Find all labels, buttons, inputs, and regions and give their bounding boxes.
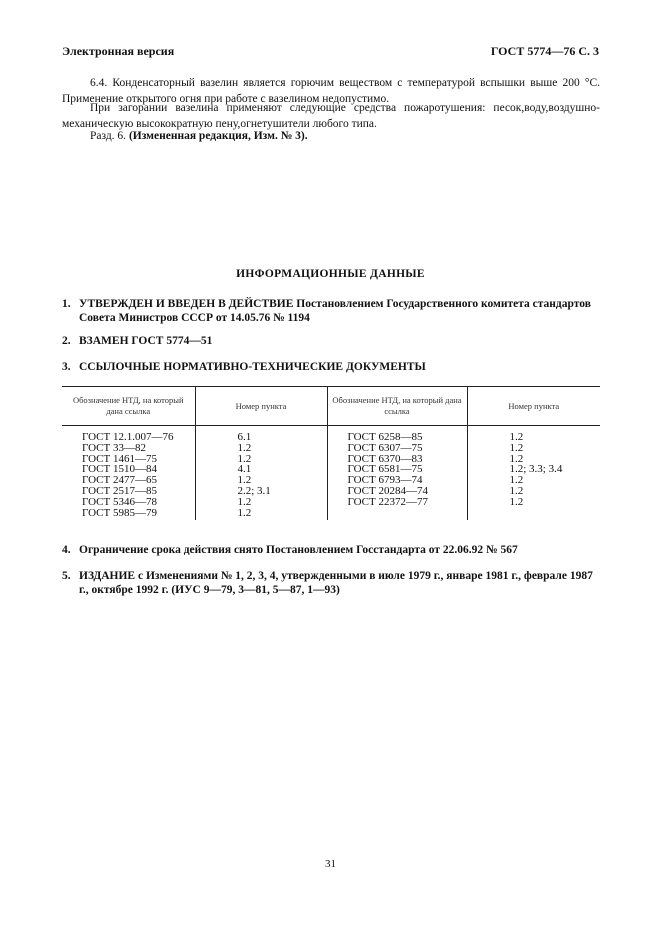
- item-number: 3.: [62, 361, 71, 373]
- paragraph-6-4: 6.4. Конденсаторный вазелин является горючим веществом с температурой вспышки выше 200 °С. Применение открытого огня при работе с вазелином недопустимо.: [62, 77, 600, 105]
- info-item-3: [62, 360, 602, 374]
- point-ref: 1.2: [237, 495, 252, 508]
- point-ref: 6.1: [237, 431, 252, 443]
- point-ref: 1.2: [509, 484, 524, 497]
- left-docs-column: [62, 426, 195, 521]
- header-standard-page: ГОСТ 5774—76 С. 3: [490, 44, 599, 58]
- doc-ref: ГОСТ 1510—84: [82, 463, 157, 476]
- doc-ref: ГОСТ 33—82: [82, 441, 146, 454]
- section-6-prefix: Разд. 6.: [90, 130, 127, 142]
- point-ref: 4.1: [237, 463, 252, 476]
- left-points-column: [195, 426, 327, 521]
- point-ref: 1.2: [509, 495, 524, 508]
- item-number: 4.: [62, 544, 71, 556]
- table-header-row: [62, 387, 600, 426]
- item-text: Ограничение срока действия снято Постановлением Госстандарта от 22.06.92 № 567: [79, 544, 518, 556]
- point-ref: 2.2; 3.1: [237, 484, 271, 497]
- item-text: ССЫЛОЧНЫЕ НОРМАТИВНО-ТЕХНИЧЕСКИЕ ДОКУМЕНТЫ: [79, 361, 426, 373]
- point-ref: 1.2: [509, 441, 524, 454]
- doc-ref: ГОСТ 22372—77: [347, 495, 428, 508]
- point-ref: 1.2: [509, 474, 524, 487]
- doc-ref: ГОСТ 5346—78: [82, 495, 157, 508]
- doc-ref: ГОСТ 1461—75: [82, 452, 157, 465]
- paragraph-section-6-note: [62, 129, 600, 145]
- paragraph-fire-extinguishing: При загорании вазелина применяют следующие средства пожаротушения: песок,воду,воздушно-механическую высокократную пену,огнетушители любого типа.: [62, 102, 600, 130]
- doc-ref: ГОСТ 5985—79: [82, 506, 157, 519]
- table-body-row: [62, 426, 600, 521]
- right-points-column: [467, 426, 600, 521]
- doc-ref: ГОСТ 6258—85: [347, 431, 423, 443]
- header-doc-left: Обозначение НТД, на который дана ссылка: [62, 387, 195, 426]
- point-ref: 1.2: [509, 431, 524, 443]
- info-item-1: [62, 297, 602, 325]
- item-text: ВЗАМЕН ГОСТ 5774—51: [79, 335, 213, 347]
- doc-ref: ГОСТ 20284—74: [347, 484, 428, 497]
- item-text: ИЗДАНИЕ с Изменениями № 1, 2, 3, 4, утвержденными в июле 1979 г., январе 1981 г., феврале 1987 г., октябре 1992 г. (ИУС 9—79, 3—81, 5—87, 1—93): [79, 570, 593, 596]
- header-point-left: Номер пункта: [195, 387, 327, 426]
- point-ref: 1.2: [237, 506, 252, 519]
- section-title: ИНФОРМАЦИОННЫЕ ДАННЫЕ: [236, 268, 425, 280]
- header-point-right: Номер пункта: [467, 387, 600, 426]
- doc-ref: ГОСТ 6370—83: [347, 452, 423, 465]
- point-ref: 1.2; 3.3; 3.4: [509, 463, 563, 476]
- doc-ref: ГОСТ 2477—65: [82, 474, 157, 487]
- info-item-5: [62, 569, 602, 597]
- item-text: УТВЕРЖДЕН И ВВЕДЕН В ДЕЙСТВИЕ Постановлением Государственного комитета стандартов Совета Министров СССР от 14.05.76 № 1194: [79, 298, 591, 324]
- amendment-note: (Измененная редакция, Изм. № 3).: [128, 130, 308, 142]
- info-item-4: [62, 543, 602, 557]
- point-ref: 1.2: [237, 452, 252, 465]
- item-number: 1.: [62, 298, 71, 310]
- point-ref: 1.2: [237, 441, 252, 454]
- item-number: 5.: [62, 570, 71, 582]
- doc-ref: ГОСТ 6581—75: [347, 463, 423, 476]
- doc-ref: ГОСТ 2517—85: [82, 484, 157, 497]
- point-ref: 1.2: [237, 474, 252, 487]
- doc-ref: ГОСТ 12.1.007—76: [82, 431, 174, 443]
- point-ref: 1.2: [509, 452, 524, 465]
- doc-ref: ГОСТ 6307—75: [347, 441, 423, 454]
- page-number: 31: [325, 858, 336, 870]
- right-docs-column: [327, 426, 467, 521]
- header-edition-label: Электронная версия: [62, 44, 175, 58]
- referenced-documents-table: [62, 386, 600, 520]
- doc-ref: ГОСТ 6793—74: [347, 474, 423, 487]
- item-number: 2.: [62, 335, 71, 347]
- header-doc-right: Обозначение НТД, на который дана ссылка: [327, 387, 467, 426]
- info-item-2: [62, 334, 602, 348]
